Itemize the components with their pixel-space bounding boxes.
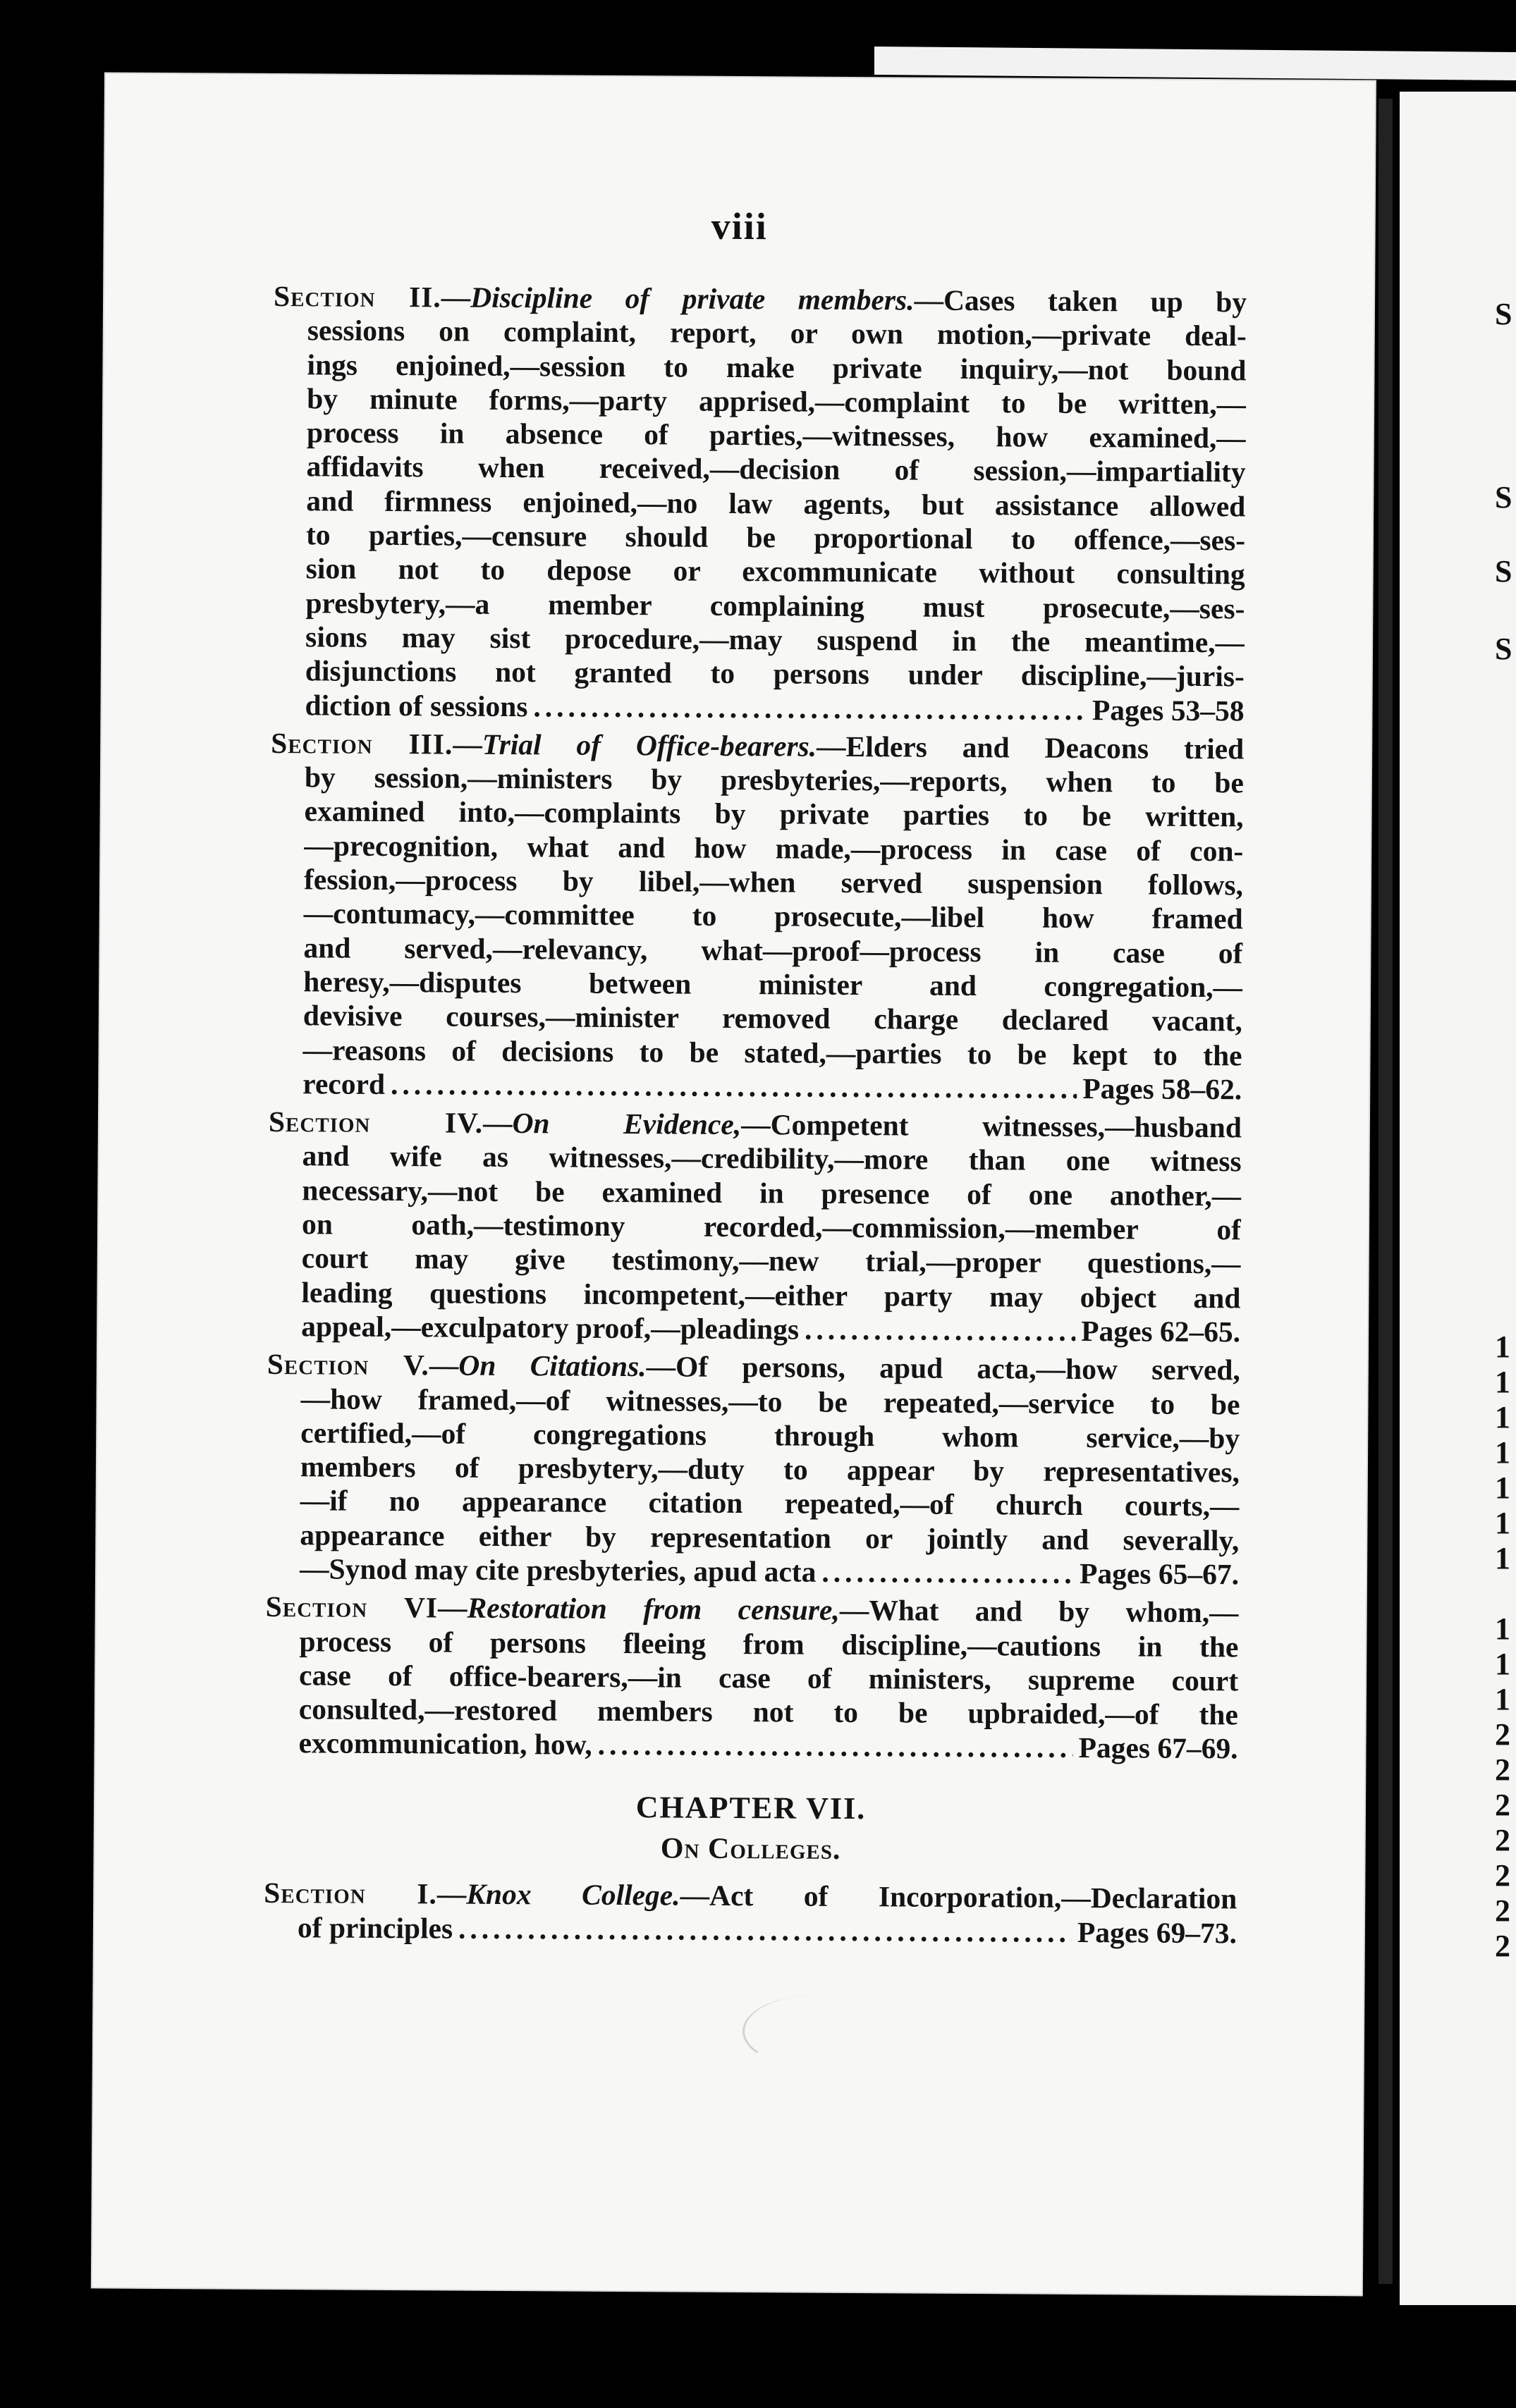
toc-entry-first-line: Section I.—Knox College.—Act of Incorporation,—Declaration	[264, 1876, 1237, 1915]
section-text: —Act of Incorporation,—Declaration	[680, 1879, 1237, 1915]
facing-page-edge	[1400, 92, 1516, 2305]
section-text-line: —how framed,—of witnesses,—to be repeated,—service to be	[300, 1382, 1240, 1420]
dot-leader	[805, 1312, 1075, 1348]
page-range: Pages 69–73.	[1077, 1915, 1237, 1950]
section-text-line: by session,—ministers by presbyteries,—reports, when to be	[304, 761, 1245, 799]
facing-page-fragment: 1	[1495, 1400, 1510, 1435]
toc-entry-section-5	[266, 1347, 1240, 1592]
facing-page-fragment: 1	[1495, 1329, 1510, 1364]
section-text-line: examined into,—complaints by private parties to be written,	[304, 794, 1244, 833]
scan-background-strip	[874, 47, 1516, 80]
section-last-line: of principles	[297, 1910, 453, 1945]
section-text-line: ings enjoined,—session to make private inquiry,—not bound	[307, 348, 1247, 386]
toc-leader-line	[267, 1309, 1240, 1349]
toc-entry-first-line: Section III.—Trial of Office-bearers.—Elders and Deacons tried	[271, 726, 1245, 766]
section-head: Section V.	[267, 1348, 430, 1382]
section-text-line: —reasons of decisions to be stated,—parties to be kept to the	[302, 1033, 1242, 1071]
facing-page-fragment: 1	[1495, 1682, 1510, 1716]
section-last-line: appeal,—exculpatory proof,—pleadings	[301, 1310, 800, 1346]
section-last-line: —Synod may cite presbyteries, apud acta	[299, 1552, 817, 1588]
section-text-line: process in absence of parties,—witnesses, how examined,—	[306, 416, 1247, 455]
facing-page-fragment: 2	[1495, 1893, 1510, 1928]
facing-page-fragment: 2	[1495, 1823, 1510, 1857]
table-of-contents	[264, 279, 1247, 1954]
toc-leader-line	[269, 1067, 1242, 1107]
toc-entry-section-4	[267, 1105, 1242, 1349]
facing-page-fragment: 1	[1495, 1611, 1510, 1646]
facing-page-fragment: S	[1495, 554, 1512, 589]
toc-leader-line	[266, 1552, 1239, 1592]
chapter-heading: CHAPTER VII.	[635, 1789, 867, 1826]
section-text-line: case of office-bearers,—in case of ministers, supreme court	[299, 1659, 1239, 1697]
section-text-line: disjunctions not granted to persons under discipline,—juris-	[305, 654, 1245, 693]
section-text: —What and by whom,—	[839, 1594, 1239, 1629]
section-text-line: and wife as witnesses,—credibility,—more than one witness	[302, 1139, 1242, 1178]
facing-page-fragment: 2	[1495, 1752, 1510, 1787]
page-range: Pages 67–69.	[1078, 1731, 1238, 1765]
section-text-line: by minute forms,—party apprised,—complaint to be written,—	[307, 382, 1247, 421]
section-text-line: fession,—process by libel,—when served suspension follows,	[303, 863, 1244, 902]
section-text-line: presbytery,—a member complaining must prosecute,—ses-	[305, 586, 1245, 625]
facing-page-fragment: S	[1495, 480, 1512, 515]
section-text: Cases taken up by	[943, 283, 1247, 319]
facing-page-fragment: 2	[1495, 1717, 1510, 1752]
section-text-line: necessary,—not be examined in presence of one another,—	[302, 1173, 1242, 1212]
section-head: Section VI	[265, 1590, 439, 1624]
page-range: Pages 65–67.	[1079, 1556, 1240, 1591]
section-text-line: court may give testimony,—new trial,—proper questions,—	[301, 1241, 1241, 1280]
dot-leader	[821, 1555, 1074, 1590]
section-text-line: sions may sist procedure,—may suspend in the meantime,—	[305, 620, 1245, 659]
section-last-line: excommunication, how,	[298, 1726, 592, 1762]
toc-entry-first-line: Section IV.—On Evidence,—Competent witnesses,—husband	[268, 1105, 1242, 1144]
page-range: Pages 58–62.	[1082, 1071, 1242, 1106]
section-text-line: to parties,—censure should be proportional to offence,—ses-	[305, 518, 1246, 557]
facing-page-fragment: 1	[1495, 1470, 1510, 1505]
page-range: Pages 53–58	[1092, 693, 1245, 727]
section-text-line: heresy,—disputes between minister and congregation,—	[303, 965, 1243, 1004]
facing-page-fragment: 1	[1495, 1647, 1510, 1681]
toc-leader-line	[271, 688, 1244, 728]
dot-leader	[598, 1728, 1073, 1764]
section-title: On Evidence,	[512, 1107, 742, 1141]
toc-leader-line	[264, 1726, 1237, 1766]
section-text-line: sion not to depose or excommunicate without consulting	[305, 552, 1245, 591]
section-head: Section I.	[264, 1876, 437, 1910]
section-title: Knox College.	[466, 1878, 680, 1912]
section-text-line: appearance either by representation or jointly and severally,	[300, 1518, 1240, 1557]
section-text-line: members of presbytery,—duty to appear by representatives,	[300, 1450, 1240, 1489]
facing-page-fragment: 1	[1495, 1365, 1510, 1399]
toc-entry-section-3	[269, 726, 1244, 1107]
dot-leader	[458, 1911, 1072, 1949]
page-number: viii	[711, 204, 768, 248]
facing-page-fragment: 1	[1495, 1506, 1510, 1540]
section-title: Trial of Office-bearers.	[482, 727, 817, 763]
section-text-line: and served,—relevancy, what—proof—process in case of	[303, 930, 1243, 970]
section-title: On Citations.	[458, 1349, 647, 1383]
section-text-line: and firmness enjoined,—no law agents, but assistance allowed	[306, 484, 1246, 523]
section-text-line: process of persons fleeing from discipline,—cautions in the	[299, 1624, 1239, 1663]
facing-page-fragment: S	[1495, 297, 1512, 331]
section-text: —Of persons, apud acta,—how served,	[646, 1350, 1240, 1387]
section-text-line: certified,—of congregations through whom service,—by	[300, 1416, 1240, 1455]
section-text-line: on oath,—testimony recorded,—commission,—member of	[301, 1208, 1242, 1246]
page-gutter	[1379, 99, 1393, 2284]
section-text-line: affidavits when received,—decision of session,—impartiality	[306, 450, 1246, 489]
section-text-line: —if no appearance citation repeated,—of church courts,—	[300, 1484, 1240, 1523]
section-text-line: leading questions incompetent,—either party may object and	[301, 1275, 1241, 1314]
facing-page-fragment: S	[1495, 632, 1512, 666]
section-title: Discipline of private members.	[470, 281, 915, 317]
page-range: Pages 62–65.	[1081, 1314, 1241, 1349]
facing-page-fragment: 2	[1495, 1929, 1510, 1963]
toc-entry-section-2	[271, 279, 1247, 727]
section-text-line: consulted,—restored members not to be upbraided,—of the	[298, 1693, 1238, 1731]
dot-leader	[391, 1067, 1077, 1105]
section-text-line: sessions on complaint, report, or own motion,—private deal-	[307, 314, 1247, 352]
section-head: Section II.	[273, 279, 441, 314]
section-last-line: record	[302, 1067, 386, 1100]
dot-leader	[533, 689, 1087, 727]
toc-entry-first-line: Section VI—Restoration from censure,—What and by whom,—	[265, 1590, 1239, 1629]
toc-entry-first-line: Section V.—On Citations.—Of persons, apud acta,—how served,	[267, 1348, 1240, 1387]
section-text: Elders and Deacons tried	[845, 730, 1245, 766]
facing-page-fragment: 2	[1495, 1858, 1510, 1893]
facing-page-fragment: 2	[1495, 1788, 1510, 1822]
toc-leader-line	[264, 1910, 1237, 1951]
section-head: Section IV.	[268, 1105, 484, 1139]
toc-entry-section-6	[264, 1590, 1238, 1766]
facing-page-fragment: 1	[1495, 1435, 1510, 1470]
section-text-line: devisive courses,—minister removed charge declared vacant,	[302, 999, 1242, 1038]
section-last-line: diction of sessions	[305, 688, 528, 723]
section-text-line: —contumacy,—committee to prosecute,—libel how framed	[303, 897, 1243, 935]
book-page	[92, 74, 1375, 2295]
section-head: Section III.	[271, 726, 453, 761]
toc-entry-college-section-1	[264, 1876, 1237, 1950]
toc-entry-first-line: Section II.—Discipline of private members.—Cases taken up by	[273, 279, 1247, 319]
section-title: Restoration from censure,	[467, 1591, 840, 1627]
facing-page-fragment: 1	[1495, 1541, 1510, 1575]
section-text: —Competent witnesses,—husband	[741, 1108, 1242, 1144]
paper-stain	[742, 1995, 886, 2068]
section-text-line: —precognition, what and how made,—process in case of con-	[304, 828, 1244, 868]
chapter-subheading: On Colleges.	[660, 1832, 841, 1866]
